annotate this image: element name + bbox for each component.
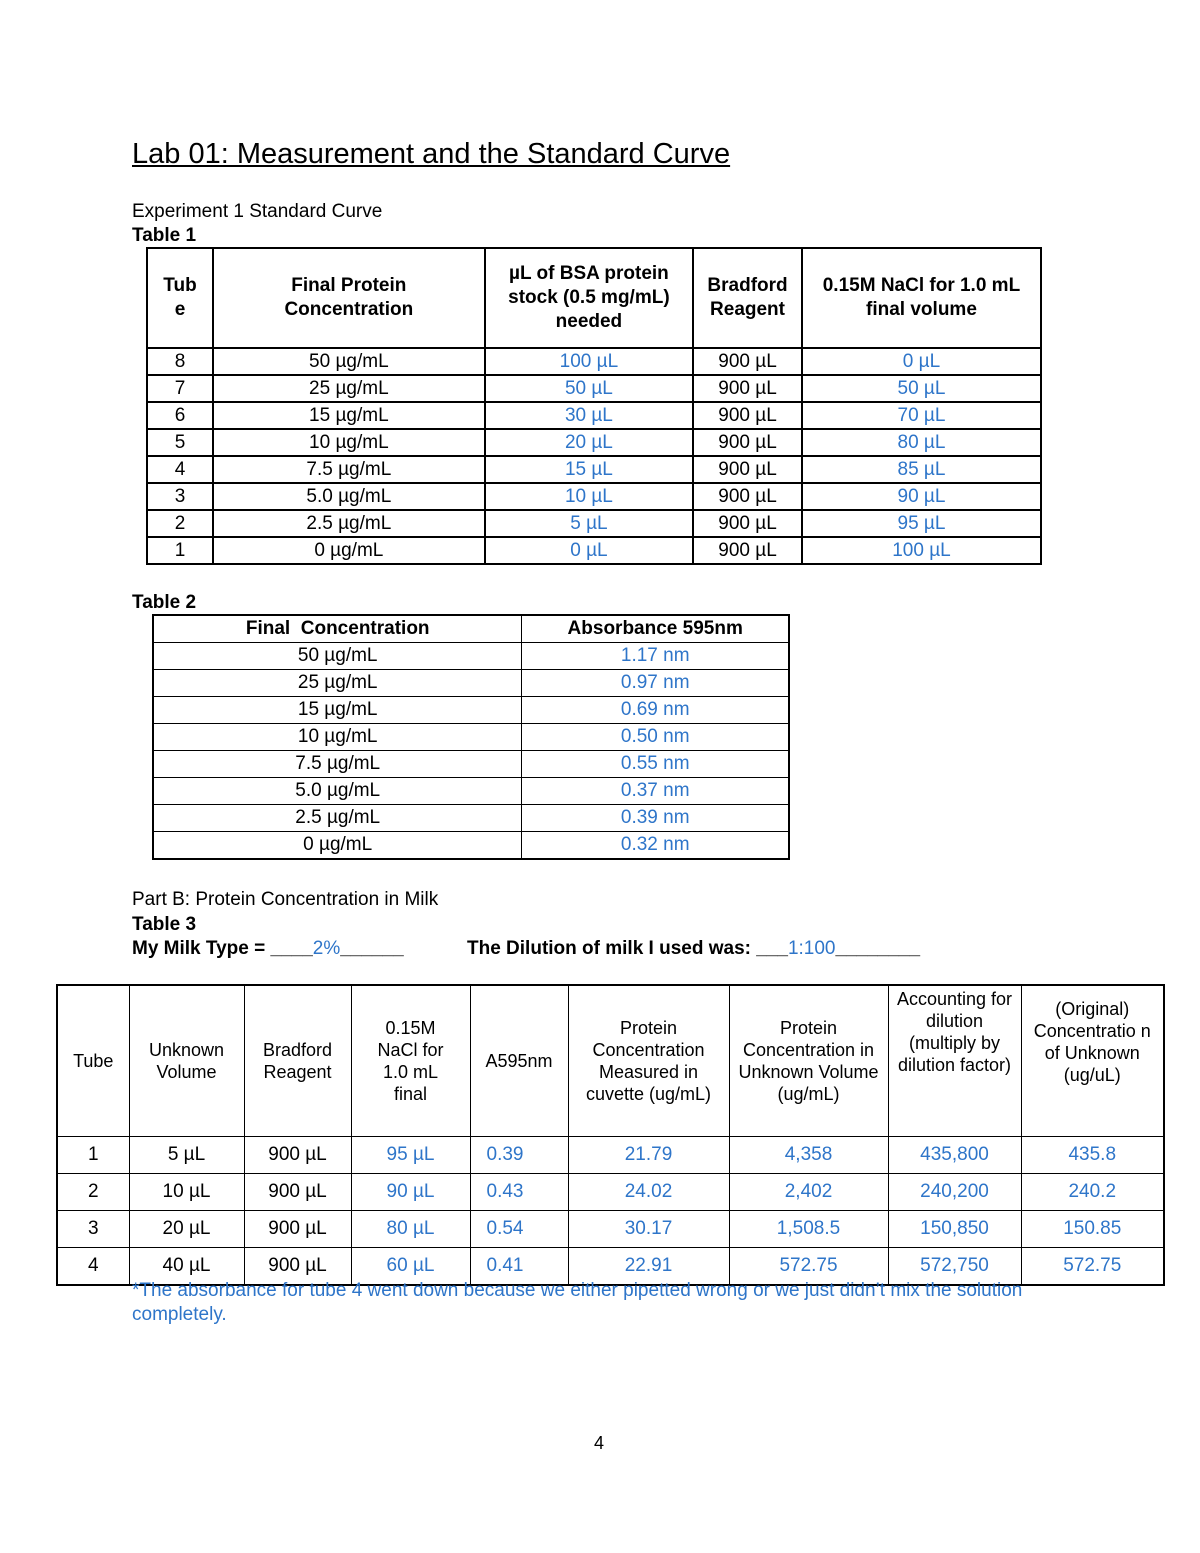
table3-cell: 22.91 bbox=[568, 1248, 729, 1286]
table1-header: Tub e bbox=[147, 248, 213, 348]
table1-cell: 8 bbox=[147, 348, 213, 375]
table-row bbox=[153, 643, 789, 670]
table-row bbox=[153, 697, 789, 724]
milk-type-line bbox=[132, 938, 404, 960]
table-row bbox=[57, 1137, 1164, 1174]
table1-cell: 50 µg/mL bbox=[213, 348, 485, 375]
table3-cell: 0.39 bbox=[470, 1137, 568, 1174]
table1-cell: 80 µL bbox=[802, 429, 1041, 456]
table2-cell: 0.69 nm bbox=[522, 697, 789, 724]
table3-header: (Original) Concentratio n of Unknown (ug/uL) bbox=[1021, 985, 1164, 1137]
milk-type-label: My Milk Type = bbox=[132, 938, 271, 959]
table3-header: Tube bbox=[57, 985, 129, 1137]
table-3 bbox=[56, 984, 1165, 1286]
table2-cell: 0.50 nm bbox=[522, 724, 789, 751]
table3-cell: 1 bbox=[57, 1137, 129, 1174]
table1-cell: 25 µg/mL bbox=[213, 375, 485, 402]
table1-cell: 900 µL bbox=[693, 429, 802, 456]
table2-cell: 1.17 nm bbox=[522, 643, 789, 670]
experiment-label: Experiment 1 Standard Curve bbox=[132, 201, 383, 222]
table2-cell: 0 µg/mL bbox=[153, 832, 522, 860]
table3-cell: 1,508.5 bbox=[729, 1211, 888, 1248]
table1-cell: 900 µL bbox=[693, 348, 802, 375]
table3-cell: 900 µL bbox=[244, 1211, 351, 1248]
dilution-blank: ________ bbox=[835, 938, 921, 959]
table1-cell: 0 µg/mL bbox=[213, 537, 485, 564]
table3-cell: 900 µL bbox=[244, 1137, 351, 1174]
table-row bbox=[147, 537, 1041, 564]
table1-cell: 0 µL bbox=[802, 348, 1041, 375]
table1-cell: 15 µg/mL bbox=[213, 402, 485, 429]
table2-cell: 0.97 nm bbox=[522, 670, 789, 697]
table1-cell: 15 µL bbox=[485, 456, 693, 483]
page-number: 4 bbox=[594, 1433, 605, 1453]
table3-cell: 572,750 bbox=[888, 1248, 1021, 1286]
table2-cell: 0.39 nm bbox=[522, 805, 789, 832]
milk-type-blank: ______ bbox=[340, 938, 404, 959]
table3-cell: 240.2 bbox=[1021, 1174, 1164, 1211]
table2-cell: 10 µg/mL bbox=[153, 724, 522, 751]
table3-header: 0.15M NaCl for 1.0 mL final bbox=[351, 985, 470, 1137]
table2-header: Final Concentration bbox=[153, 615, 522, 643]
table3-cell: 10 µL bbox=[129, 1174, 244, 1211]
milk-type-value: 2% bbox=[312, 938, 341, 959]
table3-cell: 4,358 bbox=[729, 1137, 888, 1174]
table1-cell: 4 bbox=[147, 456, 213, 483]
table3-cell: 435,800 bbox=[888, 1137, 1021, 1174]
table3-cell: 150.85 bbox=[1021, 1211, 1164, 1248]
table-row bbox=[147, 483, 1041, 510]
table3-cell: 150,850 bbox=[888, 1211, 1021, 1248]
dilution-label: The Dilution of milk I used was: bbox=[467, 938, 757, 959]
table1-cell: 7.5 µg/mL bbox=[213, 456, 485, 483]
table2-cell: 0.32 nm bbox=[522, 832, 789, 860]
table1-cell: 900 µL bbox=[693, 456, 802, 483]
table-row bbox=[57, 1211, 1164, 1248]
table2-cell: 25 µg/mL bbox=[153, 670, 522, 697]
table3-cell: 572.75 bbox=[729, 1248, 888, 1286]
table3-cell: 40 µL bbox=[129, 1248, 244, 1286]
table1-cell: 5 bbox=[147, 429, 213, 456]
table1-header: Bradford Reagent bbox=[693, 248, 802, 348]
table3-cell: 2 bbox=[57, 1174, 129, 1211]
table2-cell: 0.55 nm bbox=[522, 751, 789, 778]
table1-cell: 50 µL bbox=[485, 375, 693, 402]
page-title: Lab 01: Measurement and the Standard Curve bbox=[132, 138, 731, 170]
table1-header: 0.15M NaCl for 1.0 mL final volume bbox=[802, 248, 1041, 348]
table2-cell: 0.37 nm bbox=[522, 778, 789, 805]
table3-header: Accounting for dilution (multiply by dilution factor) bbox=[888, 985, 1021, 1137]
table1-cell: 100 µL bbox=[802, 537, 1041, 564]
table3-cell: 240,200 bbox=[888, 1174, 1021, 1211]
table1-cell: 10 µL bbox=[485, 483, 693, 510]
table3-cell: 95 µL bbox=[351, 1137, 470, 1174]
table1-cell: 50 µL bbox=[802, 375, 1041, 402]
table1-cell: 2.5 µg/mL bbox=[213, 510, 485, 537]
table1-cell: 2 bbox=[147, 510, 213, 537]
table3-cell: 60 µL bbox=[351, 1248, 470, 1286]
table3-cell: 572.75 bbox=[1021, 1248, 1164, 1286]
table-row bbox=[153, 832, 789, 860]
table3-cell: 900 µL bbox=[244, 1174, 351, 1211]
table3-cell: 0.43 bbox=[470, 1174, 568, 1211]
table1-cell: 85 µL bbox=[802, 456, 1041, 483]
table1-caption: Table 1 bbox=[132, 225, 197, 246]
table1-cell: 6 bbox=[147, 402, 213, 429]
table1-header: Final Protein Concentration bbox=[213, 248, 485, 348]
table3-header: Unknown Volume bbox=[129, 985, 244, 1137]
table1-cell: 0 µL bbox=[485, 537, 693, 564]
table3-cell: 80 µL bbox=[351, 1211, 470, 1248]
milk-type-blank: ____ bbox=[270, 938, 313, 959]
table1-cell: 90 µL bbox=[802, 483, 1041, 510]
table-row bbox=[147, 429, 1041, 456]
table1-cell: 100 µL bbox=[485, 348, 693, 375]
table-row bbox=[147, 348, 1041, 375]
table2-header: Absorbance 595nm bbox=[522, 615, 789, 643]
table1-cell: 900 µL bbox=[693, 375, 802, 402]
partb-heading: Part B: Protein Concentration in Milk bbox=[132, 889, 439, 910]
table-row bbox=[153, 670, 789, 697]
table1-cell: 900 µL bbox=[693, 402, 802, 429]
table3-header: A595nm bbox=[470, 985, 568, 1137]
table-row bbox=[147, 402, 1041, 429]
table1-cell: 900 µL bbox=[693, 510, 802, 537]
table-row bbox=[57, 1174, 1164, 1211]
table3-cell: 900 µL bbox=[244, 1248, 351, 1286]
table3-cell: 30.17 bbox=[568, 1211, 729, 1248]
table3-cell: 2,402 bbox=[729, 1174, 888, 1211]
dilution-blank: ___ bbox=[756, 938, 788, 959]
table3-cell: 0.54 bbox=[470, 1211, 568, 1248]
table3-header: Protein Concentration in Unknown Volume (ug/mL) bbox=[729, 985, 888, 1137]
table3-cell: 4 bbox=[57, 1248, 129, 1286]
table1-cell: 900 µL bbox=[693, 483, 802, 510]
table1-cell: 1 bbox=[147, 537, 213, 564]
table1-cell: 70 µL bbox=[802, 402, 1041, 429]
table-row bbox=[153, 805, 789, 832]
table1-cell: 900 µL bbox=[693, 537, 802, 564]
table3-cell: 0.41 bbox=[470, 1248, 568, 1286]
table3-cell: 3 bbox=[57, 1211, 129, 1248]
table2-cell: 7.5 µg/mL bbox=[153, 751, 522, 778]
table-row bbox=[147, 510, 1041, 537]
table3-header: Protein Concentration Measured in cuvette (ug/mL) bbox=[568, 985, 729, 1137]
table-row bbox=[147, 375, 1041, 402]
table-row bbox=[153, 778, 789, 805]
table-row bbox=[153, 724, 789, 751]
table-row bbox=[153, 751, 789, 778]
table3-header: Bradford Reagent bbox=[244, 985, 351, 1137]
table1-header: µL of BSA protein stock (0.5 mg/mL) needed bbox=[485, 248, 693, 348]
table2-caption: Table 2 bbox=[132, 592, 197, 613]
table2-cell: 2.5 µg/mL bbox=[153, 805, 522, 832]
table1-cell: 30 µL bbox=[485, 402, 693, 429]
table3-cell: 21.79 bbox=[568, 1137, 729, 1174]
table-1 bbox=[146, 247, 1042, 565]
dilution-value: 1:100 bbox=[787, 938, 836, 959]
table3-cell: 24.02 bbox=[568, 1174, 729, 1211]
table1-cell: 20 µL bbox=[485, 429, 693, 456]
table1-cell: 95 µL bbox=[802, 510, 1041, 537]
table3-cell: 5 µL bbox=[129, 1137, 244, 1174]
table2-cell: 50 µg/mL bbox=[153, 643, 522, 670]
table3-caption: Table 3 bbox=[132, 914, 197, 935]
table1-cell: 3 bbox=[147, 483, 213, 510]
table-row bbox=[147, 456, 1041, 483]
table2-cell: 15 µg/mL bbox=[153, 697, 522, 724]
table1-cell: 5.0 µg/mL bbox=[213, 483, 485, 510]
dilution-line bbox=[467, 938, 920, 960]
table3-cell: 20 µL bbox=[129, 1211, 244, 1248]
footnote: *The absorbance for tube 4 went down because we either pipetted wrong or we just didn’t mix the solution completely. bbox=[132, 1280, 1023, 1325]
table3-cell: 435.8 bbox=[1021, 1137, 1164, 1174]
table1-cell: 5 µL bbox=[485, 510, 693, 537]
table2-cell: 5.0 µg/mL bbox=[153, 778, 522, 805]
table1-cell: 7 bbox=[147, 375, 213, 402]
table3-cell: 90 µL bbox=[351, 1174, 470, 1211]
table1-cell: 10 µg/mL bbox=[213, 429, 485, 456]
table-2 bbox=[152, 614, 790, 860]
